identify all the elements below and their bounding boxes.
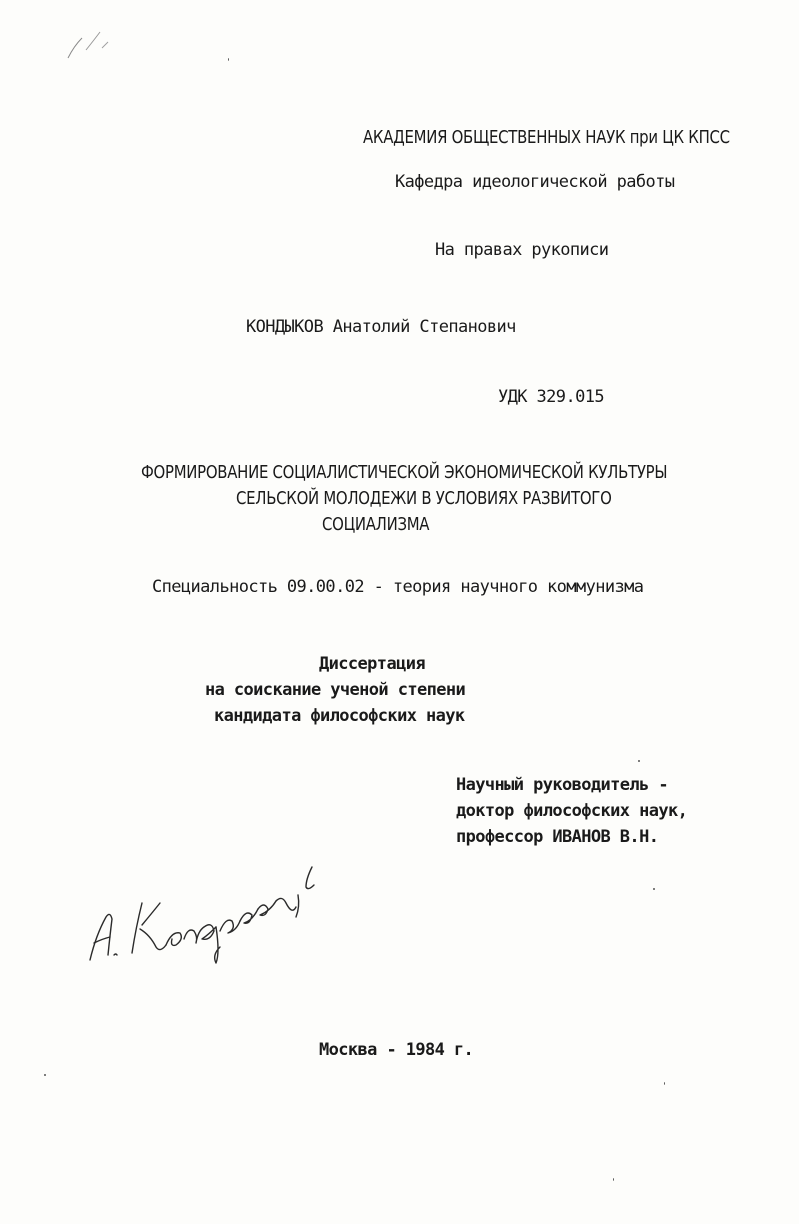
- author-name: КОНДЫКОВ Анатолий Степанович: [246, 317, 516, 337]
- scan-speck: [638, 760, 640, 762]
- pencil-mark-icon: [60, 20, 140, 70]
- supervisor-line-2: доктор философских наук,: [456, 801, 688, 821]
- scan-speck: [228, 58, 229, 61]
- scan-speck: [664, 1082, 665, 1085]
- department-line: Кафедра идеологической работы: [395, 172, 675, 192]
- scan-speck: [653, 888, 655, 890]
- scan-speck: [44, 1074, 46, 1076]
- degree-heading: Диссертация: [319, 654, 425, 674]
- place-year: Москва - 1984 г.: [319, 1040, 474, 1060]
- title-line-2: СЕЛЬСКОЙ МОЛОДЕЖИ В УСЛОВИЯХ РАЗВИТОГО: [236, 488, 612, 509]
- manuscript-rights-line: На правах рукописи: [435, 240, 609, 260]
- degree-line-2: на соискание ученой степени: [205, 680, 466, 700]
- title-line-3: СОЦИАЛИЗМА: [322, 514, 430, 535]
- academy-heading: АКАДЕМИЯ ОБЩЕСТВЕННЫХ НАУК при ЦК КПСС: [363, 127, 730, 148]
- scan-speck: [613, 1178, 614, 1181]
- supervisor-line-3: профессор ИВАНОВ В.Н.: [456, 827, 659, 847]
- handwritten-signature-icon: [80, 835, 340, 970]
- title-line-1: ФОРМИРОВАНИЕ СОЦИАЛИСТИЧЕСКОЙ ЭКОНОМИЧЕСКОЙ КУЛЬТУРЫ: [141, 462, 668, 483]
- degree-line-3: кандидата философских наук: [214, 706, 465, 726]
- udc-code: УДК 329.015: [498, 387, 604, 407]
- specialty-line: Специальность 09.00.02 - теория научного коммунизма: [152, 577, 644, 597]
- supervisor-line-1: Научный руководитель -: [456, 775, 668, 795]
